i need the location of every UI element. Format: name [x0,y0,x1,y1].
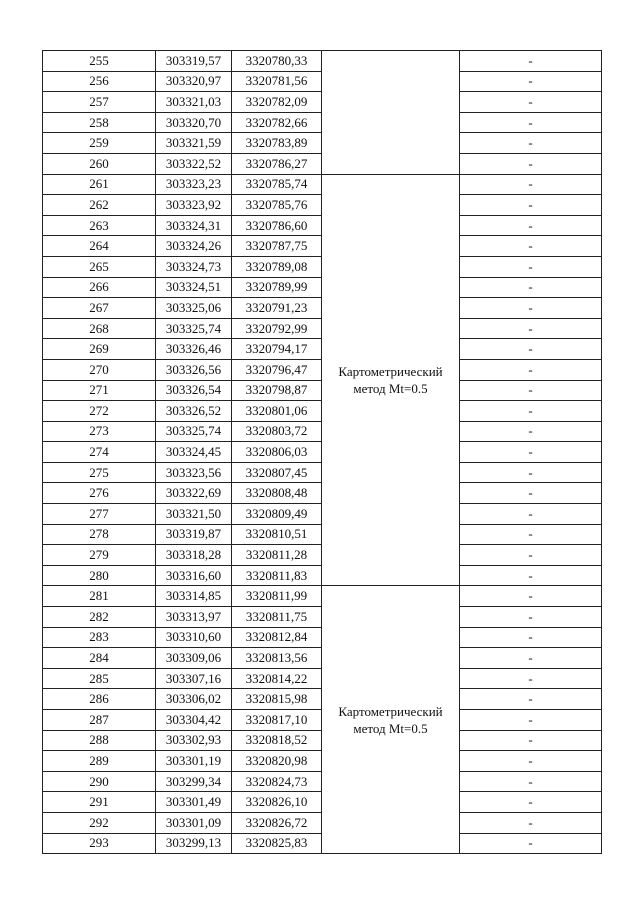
point-number-cell: 266 [43,277,156,298]
y-coordinate-cell: 3320780,33 [232,51,322,72]
y-coordinate-cell: 3320814,22 [232,668,322,689]
x-coordinate-cell: 303322,52 [156,153,232,174]
point-number-cell: 282 [43,607,156,628]
point-number-cell: 264 [43,236,156,257]
point-number-cell: 288 [43,730,156,751]
x-coordinate-cell: 303324,31 [156,215,232,236]
x-coordinate-cell: 303304,42 [156,710,232,731]
y-coordinate-cell: 3320803,72 [232,421,322,442]
x-coordinate-cell: 303326,54 [156,380,232,401]
note-cell: - [460,174,602,195]
method-cell [322,586,460,854]
y-coordinate-cell: 3320811,83 [232,565,322,586]
point-number-cell: 262 [43,195,156,216]
y-coordinate-cell: 3320782,09 [232,92,322,113]
x-coordinate-cell: 303325,74 [156,318,232,339]
x-coordinate-cell: 303309,06 [156,648,232,669]
y-coordinate-cell: 3320785,76 [232,195,322,216]
x-coordinate-cell: 303324,73 [156,256,232,277]
y-coordinate-cell: 3320815,98 [232,689,322,710]
point-number-cell: 270 [43,359,156,380]
point-number-cell: 273 [43,421,156,442]
x-coordinate-cell: 303299,34 [156,771,232,792]
note-cell: - [460,607,602,628]
x-coordinate-cell: 303324,45 [156,442,232,463]
y-coordinate-cell: 3320826,10 [232,792,322,813]
table-row [43,51,602,72]
y-coordinate-cell: 3320817,10 [232,710,322,731]
y-coordinate-cell: 3320825,83 [232,833,322,854]
y-coordinate-cell: 3320792,99 [232,318,322,339]
x-coordinate-cell: 303325,06 [156,298,232,319]
note-cell: - [460,833,602,854]
note-cell: - [460,153,602,174]
x-coordinate-cell: 303324,26 [156,236,232,257]
method-line-2: метод Mt=0.5 [353,381,428,396]
x-coordinate-cell: 303321,50 [156,504,232,525]
x-coordinate-cell: 303302,93 [156,730,232,751]
point-number-cell: 283 [43,627,156,648]
point-number-cell: 284 [43,648,156,669]
note-cell: - [460,401,602,422]
point-number-cell: 265 [43,256,156,277]
note-cell: - [460,668,602,689]
x-coordinate-cell: 303321,59 [156,133,232,154]
note-cell: - [460,648,602,669]
note-cell: - [460,71,602,92]
x-coordinate-cell: 303313,97 [156,607,232,628]
point-number-cell: 277 [43,504,156,525]
note-cell: - [460,442,602,463]
x-coordinate-cell: 303321,03 [156,92,232,113]
y-coordinate-cell: 3320820,98 [232,751,322,772]
y-coordinate-cell: 3320806,03 [232,442,322,463]
method-line-1: Картометрический [338,364,443,379]
point-number-cell: 285 [43,668,156,689]
x-coordinate-cell: 303323,92 [156,195,232,216]
method-line-2: метод Mt=0.5 [353,720,428,736]
y-coordinate-cell: 3320786,60 [232,215,322,236]
point-number-cell: 259 [43,133,156,154]
y-coordinate-cell: 3320811,99 [232,586,322,607]
point-number-cell: 268 [43,318,156,339]
point-number-cell: 256 [43,71,156,92]
point-number-cell: 292 [43,812,156,833]
point-number-cell: 257 [43,92,156,113]
y-coordinate-cell: 3320786,27 [232,153,322,174]
x-coordinate-cell: 303324,51 [156,277,232,298]
y-coordinate-cell: 3320826,72 [232,812,322,833]
note-cell: - [460,751,602,772]
point-number-cell: 261 [43,174,156,195]
y-coordinate-cell: 3320781,56 [232,71,322,92]
point-number-cell: 269 [43,339,156,360]
note-cell: - [460,133,602,154]
x-coordinate-cell: 303301,19 [156,751,232,772]
point-number-cell: 274 [43,442,156,463]
x-coordinate-cell: 303325,74 [156,421,232,442]
note-cell: - [460,51,602,72]
x-coordinate-cell: 303301,09 [156,812,232,833]
note-cell: - [460,215,602,236]
y-coordinate-cell: 3320785,74 [232,174,322,195]
note-cell: - [460,792,602,813]
point-number-cell: 255 [43,51,156,72]
point-number-cell: 276 [43,483,156,504]
x-coordinate-cell: 303318,28 [156,545,232,566]
y-coordinate-cell: 3320808,48 [232,483,322,504]
note-cell: - [460,524,602,545]
method-cell [322,51,460,175]
note-cell: - [460,277,602,298]
point-number-cell: 289 [43,751,156,772]
x-coordinate-cell: 303306,02 [156,689,232,710]
note-cell: - [460,318,602,339]
x-coordinate-cell: 303323,56 [156,462,232,483]
x-coordinate-cell: 303314,85 [156,586,232,607]
note-cell: - [460,380,602,401]
x-coordinate-cell: 303320,70 [156,112,232,133]
y-coordinate-cell: 3320789,99 [232,277,322,298]
x-coordinate-cell: 303319,87 [156,524,232,545]
method-cell [322,174,460,586]
y-coordinate-cell: 3320811,75 [232,607,322,628]
note-cell: - [460,504,602,525]
x-coordinate-cell: 303323,23 [156,174,232,195]
point-number-cell: 275 [43,462,156,483]
y-coordinate-cell: 3320807,45 [232,462,322,483]
point-number-cell: 293 [43,833,156,854]
y-coordinate-cell: 3320812,84 [232,627,322,648]
note-cell: - [460,339,602,360]
x-coordinate-cell: 303322,69 [156,483,232,504]
note-cell: - [460,627,602,648]
point-number-cell: 263 [43,215,156,236]
x-coordinate-cell: 303307,16 [156,668,232,689]
x-coordinate-cell: 303316,60 [156,565,232,586]
y-coordinate-cell: 3320811,28 [232,545,322,566]
note-cell: - [460,689,602,710]
table-row [43,174,602,195]
note-cell: - [460,730,602,751]
point-number-cell: 272 [43,401,156,422]
x-coordinate-cell: 303326,46 [156,339,232,360]
y-coordinate-cell: 3320789,08 [232,256,322,277]
y-coordinate-cell: 3320813,56 [232,648,322,669]
y-coordinate-cell: 3320782,66 [232,112,322,133]
note-cell: - [460,586,602,607]
x-coordinate-cell: 303301,49 [156,792,232,813]
y-coordinate-cell: 3320810,51 [232,524,322,545]
note-cell: - [460,710,602,731]
x-coordinate-cell: 303319,57 [156,51,232,72]
note-cell: - [460,462,602,483]
y-coordinate-cell: 3320791,23 [232,298,322,319]
note-cell: - [460,236,602,257]
point-number-cell: 278 [43,524,156,545]
point-number-cell: 258 [43,112,156,133]
point-number-cell: 290 [43,771,156,792]
note-cell: - [460,812,602,833]
y-coordinate-cell: 3320818,52 [232,730,322,751]
note-cell: - [460,298,602,319]
y-coordinate-cell: 3320796,47 [232,359,322,380]
y-coordinate-cell: 3320798,87 [232,380,322,401]
x-coordinate-cell: 303299,13 [156,833,232,854]
coordinates-table-body [43,51,602,854]
method-line-1: Картометрический [338,703,443,719]
note-cell: - [460,771,602,792]
note-cell: - [460,421,602,442]
x-coordinate-cell: 303326,56 [156,359,232,380]
y-coordinate-cell: 3320783,89 [232,133,322,154]
point-number-cell: 271 [43,380,156,401]
note-cell: - [460,195,602,216]
point-number-cell: 281 [43,586,156,607]
y-coordinate-cell: 3320824,73 [232,771,322,792]
point-number-cell: 267 [43,298,156,319]
note-cell: - [460,112,602,133]
table-row [43,586,602,607]
coordinates-table [42,50,602,854]
y-coordinate-cell: 3320787,75 [232,236,322,257]
x-coordinate-cell: 303326,52 [156,401,232,422]
note-cell: - [460,483,602,504]
y-coordinate-cell: 3320801,06 [232,401,322,422]
y-coordinate-cell: 3320794,17 [232,339,322,360]
y-coordinate-cell: 3320809,49 [232,504,322,525]
point-number-cell: 279 [43,545,156,566]
point-number-cell: 286 [43,689,156,710]
note-cell: - [460,256,602,277]
x-coordinate-cell: 303310,60 [156,627,232,648]
point-number-cell: 260 [43,153,156,174]
note-cell: - [460,545,602,566]
note-cell: - [460,565,602,586]
note-cell: - [460,92,602,113]
point-number-cell: 280 [43,565,156,586]
point-number-cell: 291 [43,792,156,813]
point-number-cell: 287 [43,710,156,731]
x-coordinate-cell: 303320,97 [156,71,232,92]
note-cell: - [460,359,602,380]
